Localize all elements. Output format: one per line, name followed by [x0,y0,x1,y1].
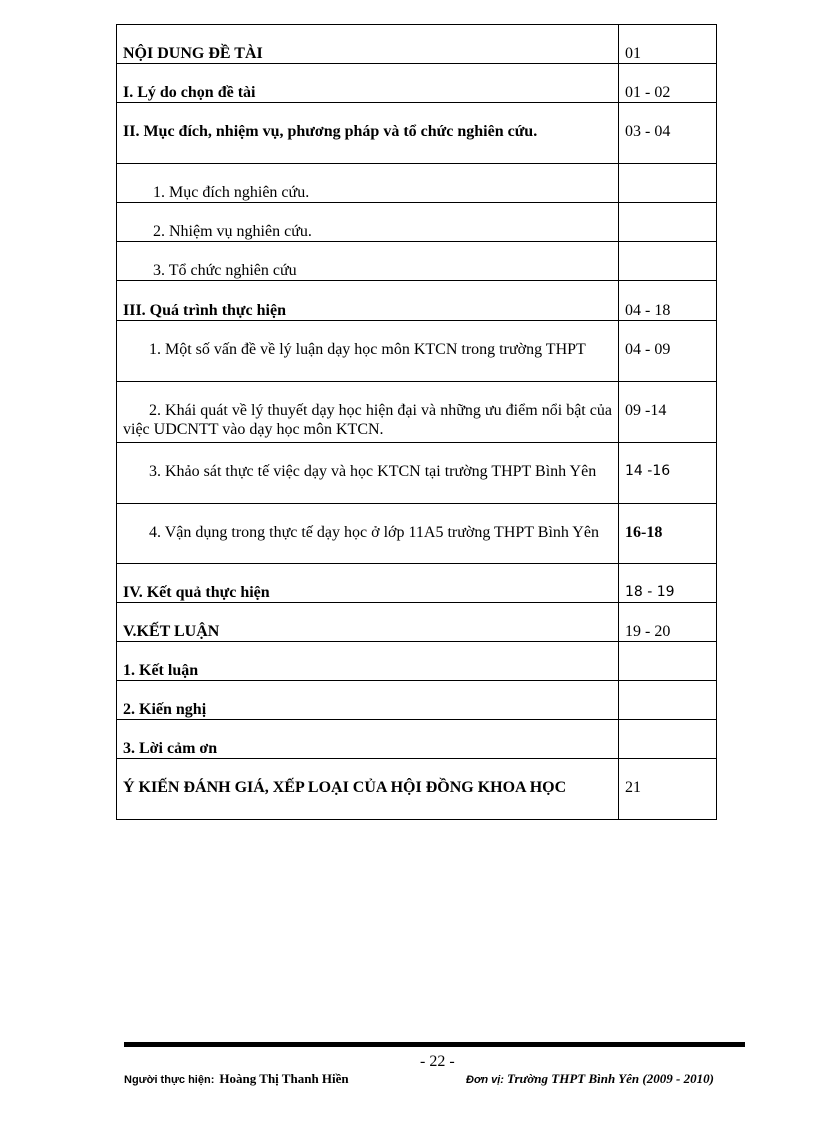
toc-row [117,720,717,759]
toc-page: 04 - 18 [619,281,717,321]
toc-row [117,759,717,820]
toc-row [117,443,717,504]
unit-value: Trường THPT Bình Yên (2009 - 2010) [507,1071,714,1086]
toc-title: NỘI DUNG ĐỀ TÀI [117,25,619,64]
toc-page: 03 - 04 [619,103,717,164]
toc-page: 16-18 [619,504,717,564]
toc-row [117,103,717,164]
toc-title: 2. Nhiệm vụ nghiên cứu. [117,203,619,242]
toc-page [619,164,717,203]
toc-row [117,203,717,242]
toc-title: 1. Kết luận [117,642,619,681]
toc-page: 18 - 19 [619,564,717,603]
toc-page: 21 [619,759,717,820]
toc-title: V.KẾT LUẬN [117,603,619,642]
toc-row [117,681,717,720]
author-name: Hoàng Thị Thanh Hiền [219,1071,349,1086]
author-label: Người thực hiện: [124,1074,215,1086]
toc-row [117,603,717,642]
toc-page: 01 - 02 [619,64,717,103]
toc-page: 19 - 20 [619,603,717,642]
toc-title: Ý KIẾN ĐÁNH GIÁ, XẾP LOẠI CỦA HỘI ĐỒNG KHOA HỌC [117,759,619,820]
toc-title: IV. Kết quả thực hiện [117,564,619,603]
toc-row [117,321,717,382]
toc-title: III. Quá trình thực hiện [117,281,619,321]
toc-page: 04 - 09 [619,321,717,382]
toc-page [619,720,717,759]
toc-row [117,281,717,321]
toc-page [619,203,717,242]
toc-row [117,242,717,281]
toc-title: 3. Tổ chức nghiên cứu [117,242,619,281]
toc-row [117,25,717,64]
toc-title: 1. Mục đích nghiên cứu. [117,164,619,203]
toc-row [117,64,717,103]
toc-page: 09 -14 [619,382,717,443]
toc-row [117,564,717,603]
toc-row [117,382,717,443]
unit-label: Đơn vị: [466,1074,504,1086]
toc-title: 2. Kiến nghị [117,681,619,720]
table-of-contents [116,24,717,820]
toc-title: 3. Lời cảm ơn [117,720,619,759]
toc-title: II. Mục đích, nhiệm vụ, phương pháp và tổ chức nghiên cứu. [117,103,619,164]
footer-author [124,1071,349,1087]
toc-page: 14 -16 [619,443,717,504]
toc-title: 2. Khái quát về lý thuyết dạy học hiện đại và những ưu điểm nổi bật của việc UDCNTT vào dạy học môn KTCN. [117,382,619,443]
toc-page: 01 [619,25,717,64]
toc-title: 3. Khảo sát thực tế việc dạy và học KTCN tại trường THPT Bình Yên [117,443,619,504]
toc-row [117,164,717,203]
toc-title: I. Lý do chọn đề tài [117,64,619,103]
toc-title: 4. Vận dụng trong thực tế dạy học ở lớp 11A5 trường THPT Bình Yên [117,504,619,564]
page-number: - 22 - [420,1053,455,1070]
toc-page [619,242,717,281]
toc-page [619,681,717,720]
footer-unit [466,1071,714,1087]
toc-row [117,504,717,564]
toc-row [117,642,717,681]
toc-title: 1. Một số vấn đề về lý luận dạy học môn KTCN trong trường THPT [117,321,619,382]
footer-divider [124,1042,745,1047]
toc-page [619,642,717,681]
